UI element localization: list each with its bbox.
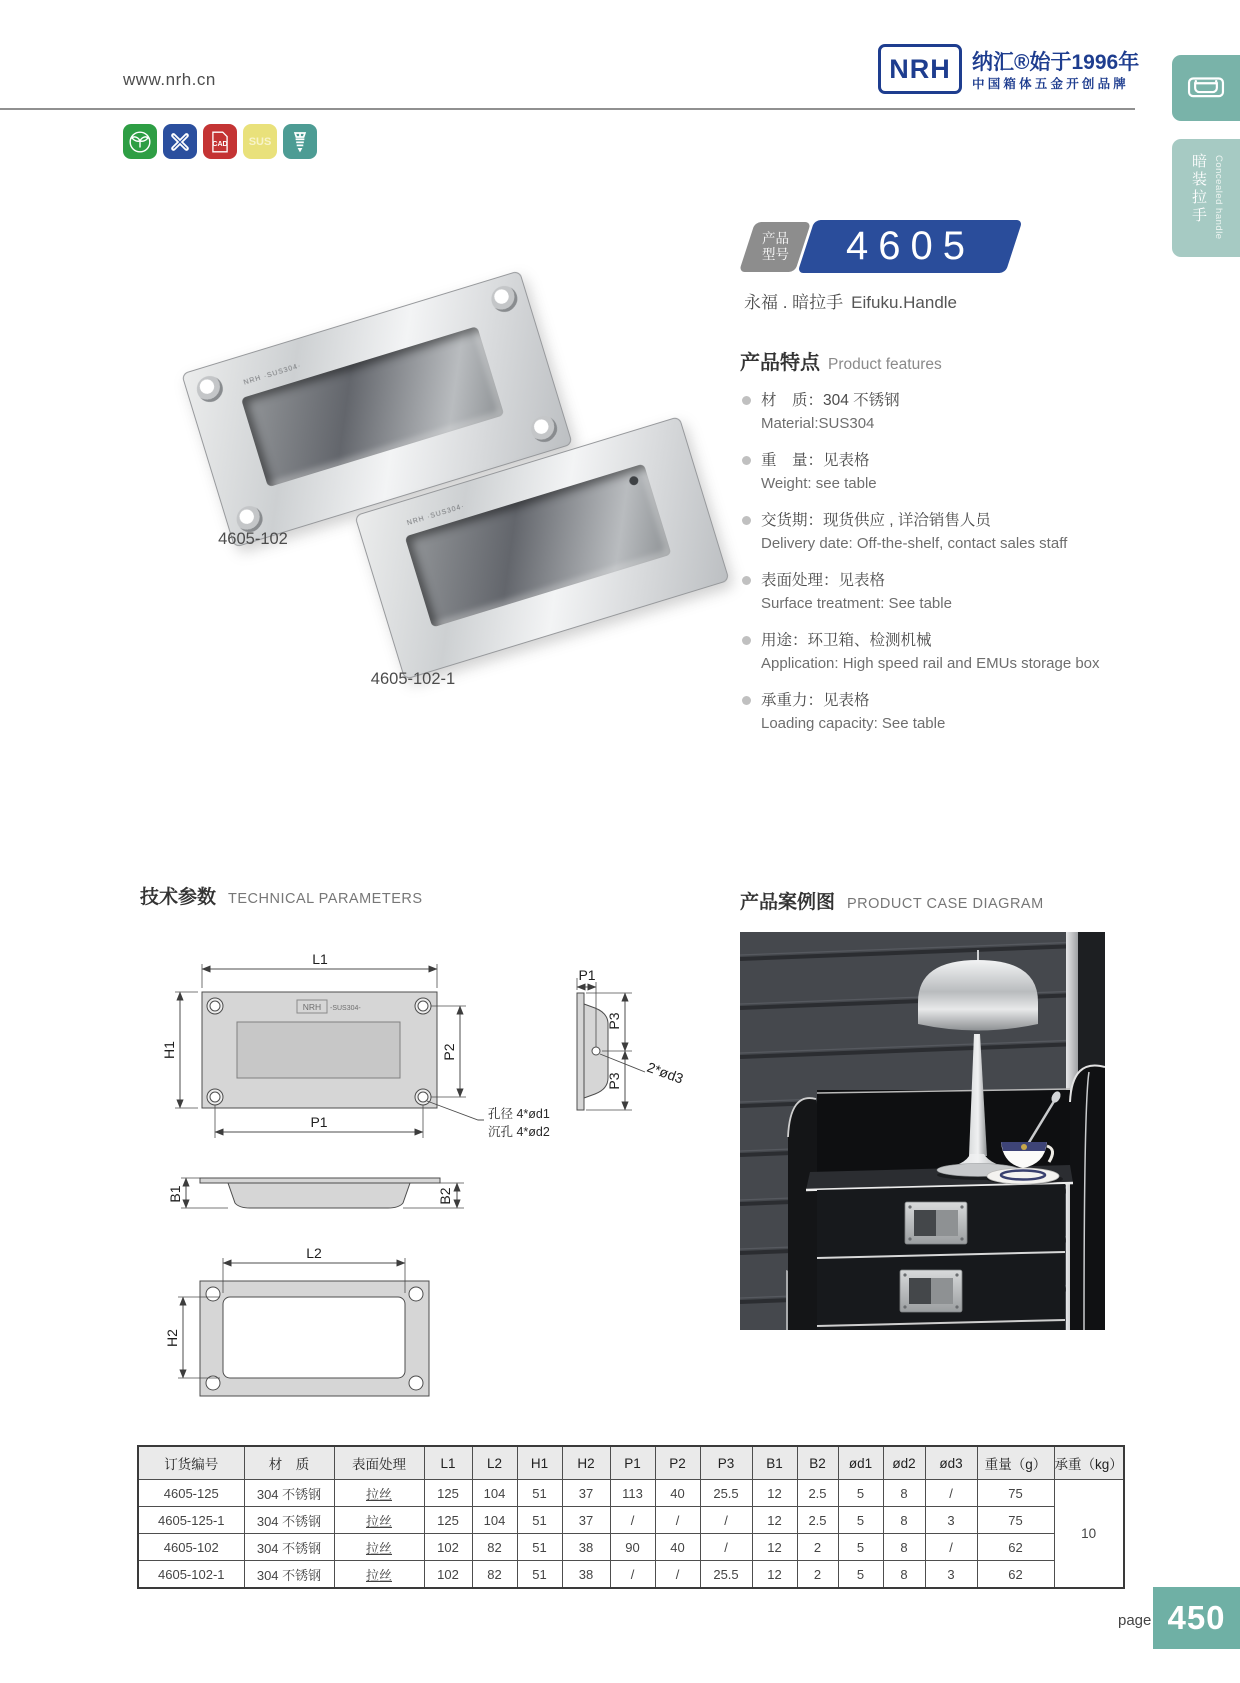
column-header: 材 质	[244, 1446, 334, 1480]
mark-sus: -SUS304-	[330, 1005, 361, 1012]
model-badge-label: 产品 型号	[739, 222, 811, 272]
callout-sink: 沉孔 4*ød2	[488, 1125, 550, 1139]
callout-hole: 孔径 4*ød1	[488, 1107, 550, 1121]
table-cell: 104	[472, 1507, 517, 1534]
brand-subtitle: 中国箱体五金开创品牌	[972, 77, 1130, 91]
feature-list	[740, 389, 1130, 735]
feature-item	[740, 689, 1130, 735]
table-cell: /	[655, 1507, 700, 1534]
features-title: 产品特点 Product features	[740, 352, 942, 374]
table-header-row	[138, 1446, 1124, 1480]
column-header: L2	[472, 1446, 517, 1480]
feature-text-cn: 材 质：304 不锈钢	[761, 392, 900, 409]
plate-stamp: NRH ·SUS304·	[243, 362, 303, 387]
table-cell: 4605-125	[138, 1480, 244, 1507]
column-header: P3	[700, 1446, 752, 1480]
feature-item	[740, 629, 1130, 675]
table-cell: 90	[610, 1534, 655, 1561]
feature-text-en: Loading capacity: See table	[761, 715, 946, 732]
table-cell: 304 不锈钢	[244, 1561, 334, 1589]
screw-icon	[283, 124, 317, 159]
table-cell: /	[610, 1507, 655, 1534]
table-cell: 102	[424, 1534, 472, 1561]
table-cell: 拉丝	[334, 1480, 424, 1507]
table-cell: 51	[517, 1561, 562, 1589]
table-cell: 75	[977, 1507, 1054, 1534]
feature-text-en: Delivery date: Off-the-shelf, contact sales staff	[761, 535, 1068, 552]
column-header: P1	[610, 1446, 655, 1480]
dim-P1: P1	[310, 1114, 328, 1130]
table-cell: 3	[925, 1561, 977, 1589]
table-cell: 38	[562, 1561, 610, 1589]
feature-item	[740, 509, 1130, 555]
table-cell: /	[610, 1561, 655, 1589]
table-row	[138, 1534, 1124, 1561]
tools-icon	[163, 124, 197, 159]
table-cell: 102	[424, 1561, 472, 1589]
page-number-badge: 450	[1153, 1587, 1240, 1649]
table-cell: 104	[472, 1480, 517, 1507]
table-cell: 304 不锈钢	[244, 1480, 334, 1507]
dim-P3: P3	[606, 1012, 622, 1030]
table-cell: 5	[838, 1534, 883, 1561]
table-cell: 2	[797, 1534, 838, 1561]
column-header: 订货编号	[138, 1446, 244, 1480]
column-header: 表面处理	[334, 1446, 424, 1480]
feature-text-en: Surface treatment: See table	[761, 595, 952, 612]
table-cell: 12	[752, 1534, 797, 1561]
case-photo	[740, 932, 1105, 1330]
table-cell: 8	[883, 1561, 925, 1589]
table-cell: /	[925, 1480, 977, 1507]
table-cell: /	[655, 1561, 700, 1589]
feature-text-cn: 承重力：见表格	[761, 692, 870, 709]
product-subtitle: 永福 . 暗拉手 Eifuku.Handle	[744, 293, 958, 312]
table-cell: 12	[752, 1561, 797, 1589]
table-cell: 304 不锈钢	[244, 1507, 334, 1534]
table-cell: 4605-102	[138, 1534, 244, 1561]
case-handle-1	[905, 1202, 967, 1244]
brand-tagline: 纳汇®始于1996年	[972, 51, 1140, 74]
dim-B2: B2	[437, 1187, 453, 1205]
table-cell: 4605-102-1	[138, 1561, 244, 1589]
table-cell: 75	[977, 1480, 1054, 1507]
dim-H2: H2	[164, 1329, 180, 1347]
dim-H1: H1	[161, 1041, 177, 1059]
nrh-logo: NRH	[878, 44, 962, 94]
table-cell: 3	[925, 1507, 977, 1534]
table-cell: /	[925, 1534, 977, 1561]
column-header: B2	[797, 1446, 838, 1480]
handle-recess	[241, 326, 504, 488]
pin-hole	[628, 475, 639, 486]
table-cell: 拉丝	[334, 1561, 424, 1589]
table-cell: 113	[610, 1480, 655, 1507]
table-cell: 5	[838, 1561, 883, 1589]
model-badge-number: 4605	[797, 220, 1022, 273]
feature-text-en: Weight: see table	[761, 475, 877, 492]
column-header: L1	[424, 1446, 472, 1480]
column-header: P2	[655, 1446, 700, 1480]
table-cell: 12	[752, 1480, 797, 1507]
table-cell: 40	[655, 1534, 700, 1561]
table-cell: 2.5	[797, 1480, 838, 1507]
category-tab[interactable]	[1172, 55, 1240, 121]
page-label: page	[1118, 1612, 1152, 1629]
feature-text-cn: 表面处理：见表格	[761, 572, 886, 589]
table-cell: 40	[655, 1480, 700, 1507]
photo-label: 4605-102-1	[370, 670, 456, 688]
product-features	[740, 346, 1130, 735]
photo-label: 4605-102	[218, 530, 288, 548]
technical-drawing	[140, 920, 700, 1420]
table-row	[138, 1480, 1124, 1507]
category-name-cn: 暗装拉手	[1190, 153, 1207, 225]
table-cell: 12	[752, 1507, 797, 1534]
dim-P2: P2	[441, 1043, 457, 1061]
table-cell: 38	[562, 1534, 610, 1561]
table-row	[138, 1507, 1124, 1534]
table-cell: 82	[472, 1561, 517, 1589]
column-header: 承重（kg）	[1054, 1446, 1124, 1480]
feature-text-cn: 交货期：现货供应 , 详洽销售人员	[761, 512, 991, 529]
table-cell: 51	[517, 1480, 562, 1507]
plate-stamp: NRH ·SUS304·	[406, 502, 466, 527]
column-header: ød2	[883, 1446, 925, 1480]
table-cell: 37	[562, 1507, 610, 1534]
table-cell: 125	[424, 1480, 472, 1507]
eco-icon	[123, 124, 157, 159]
capacity-cell: 10	[1054, 1480, 1124, 1589]
table-cell: 51	[517, 1507, 562, 1534]
dim-L1: L1	[312, 951, 328, 967]
column-header: ød1	[838, 1446, 883, 1480]
bullet-icon	[742, 516, 751, 525]
screw-hole	[194, 373, 226, 405]
dim-P1-side: P1	[578, 967, 596, 983]
header-divider	[0, 108, 1135, 110]
screw-hole	[488, 283, 520, 315]
table-cell: 304 不锈钢	[244, 1534, 334, 1561]
feature-text-cn: 用途：环卫箱、检测机械	[761, 632, 932, 649]
table-cell: 拉丝	[334, 1507, 424, 1534]
column-header: 重量（g）	[977, 1446, 1054, 1480]
cert-icon-row	[123, 124, 317, 159]
column-header: H2	[562, 1446, 610, 1480]
dim-L2: L2	[306, 1245, 322, 1261]
table-cell: 8	[883, 1507, 925, 1534]
sus-icon: SUS	[243, 124, 277, 159]
bullet-icon	[742, 636, 751, 645]
feature-item	[740, 569, 1130, 615]
feature-item	[740, 389, 1130, 435]
bullet-icon	[742, 576, 751, 585]
mark-nrh: NRH	[302, 1002, 322, 1012]
svg-text:CAD: CAD	[212, 139, 228, 148]
table-cell: 25.5	[700, 1561, 752, 1589]
table-cell: 125	[424, 1507, 472, 1534]
table-cell: 4605-125-1	[138, 1507, 244, 1534]
table-cell: 2	[797, 1561, 838, 1589]
callout-side: 2*ød3	[644, 1058, 686, 1087]
table-cell: 5	[838, 1507, 883, 1534]
table-cell: 5	[838, 1480, 883, 1507]
tech-params-heading: 技术参数 TECHNICAL PARAMETERS	[140, 887, 423, 908]
bullet-icon	[742, 696, 751, 705]
table-cell: 82	[472, 1534, 517, 1561]
feature-text-cn: 重 量：见表格	[761, 452, 870, 469]
category-name-en: Concealed handle	[1213, 155, 1224, 240]
table-cell: 2.5	[797, 1507, 838, 1534]
cad-icon	[203, 124, 237, 159]
concealed-handle-icon	[1187, 74, 1225, 102]
table-cell: 62	[977, 1534, 1054, 1561]
dim-P3: P3	[606, 1072, 622, 1090]
column-header: B1	[752, 1446, 797, 1480]
case-handle-2	[900, 1270, 962, 1312]
column-header: ød3	[925, 1446, 977, 1480]
bullet-icon	[742, 396, 751, 405]
table-cell: 8	[883, 1534, 925, 1561]
case-diagram-heading: 产品案例图 PRODUCT CASE DIAGRAM	[740, 892, 1044, 913]
dim-B1: B1	[167, 1185, 183, 1203]
table-cell: 62	[977, 1561, 1054, 1589]
site-url: www.nrh.cn	[123, 70, 216, 89]
category-tab-label[interactable]	[1172, 139, 1240, 257]
handle-recess	[404, 464, 671, 628]
feature-item	[740, 449, 1130, 495]
table-cell: /	[700, 1534, 752, 1561]
table-cell: /	[700, 1507, 752, 1534]
screw-hole	[528, 413, 560, 445]
feature-text-en: Material:SUS304	[761, 415, 875, 432]
spec-table	[137, 1445, 1125, 1589]
table-row	[138, 1561, 1124, 1589]
bullet-icon	[742, 456, 751, 465]
table-cell: 37	[562, 1480, 610, 1507]
table-cell: 51	[517, 1534, 562, 1561]
feature-text-en: Application: High speed rail and EMUs storage box	[761, 655, 1100, 672]
table-cell: 8	[883, 1480, 925, 1507]
column-header: H1	[517, 1446, 562, 1480]
table-cell: 25.5	[700, 1480, 752, 1507]
table-cell: 拉丝	[334, 1534, 424, 1561]
